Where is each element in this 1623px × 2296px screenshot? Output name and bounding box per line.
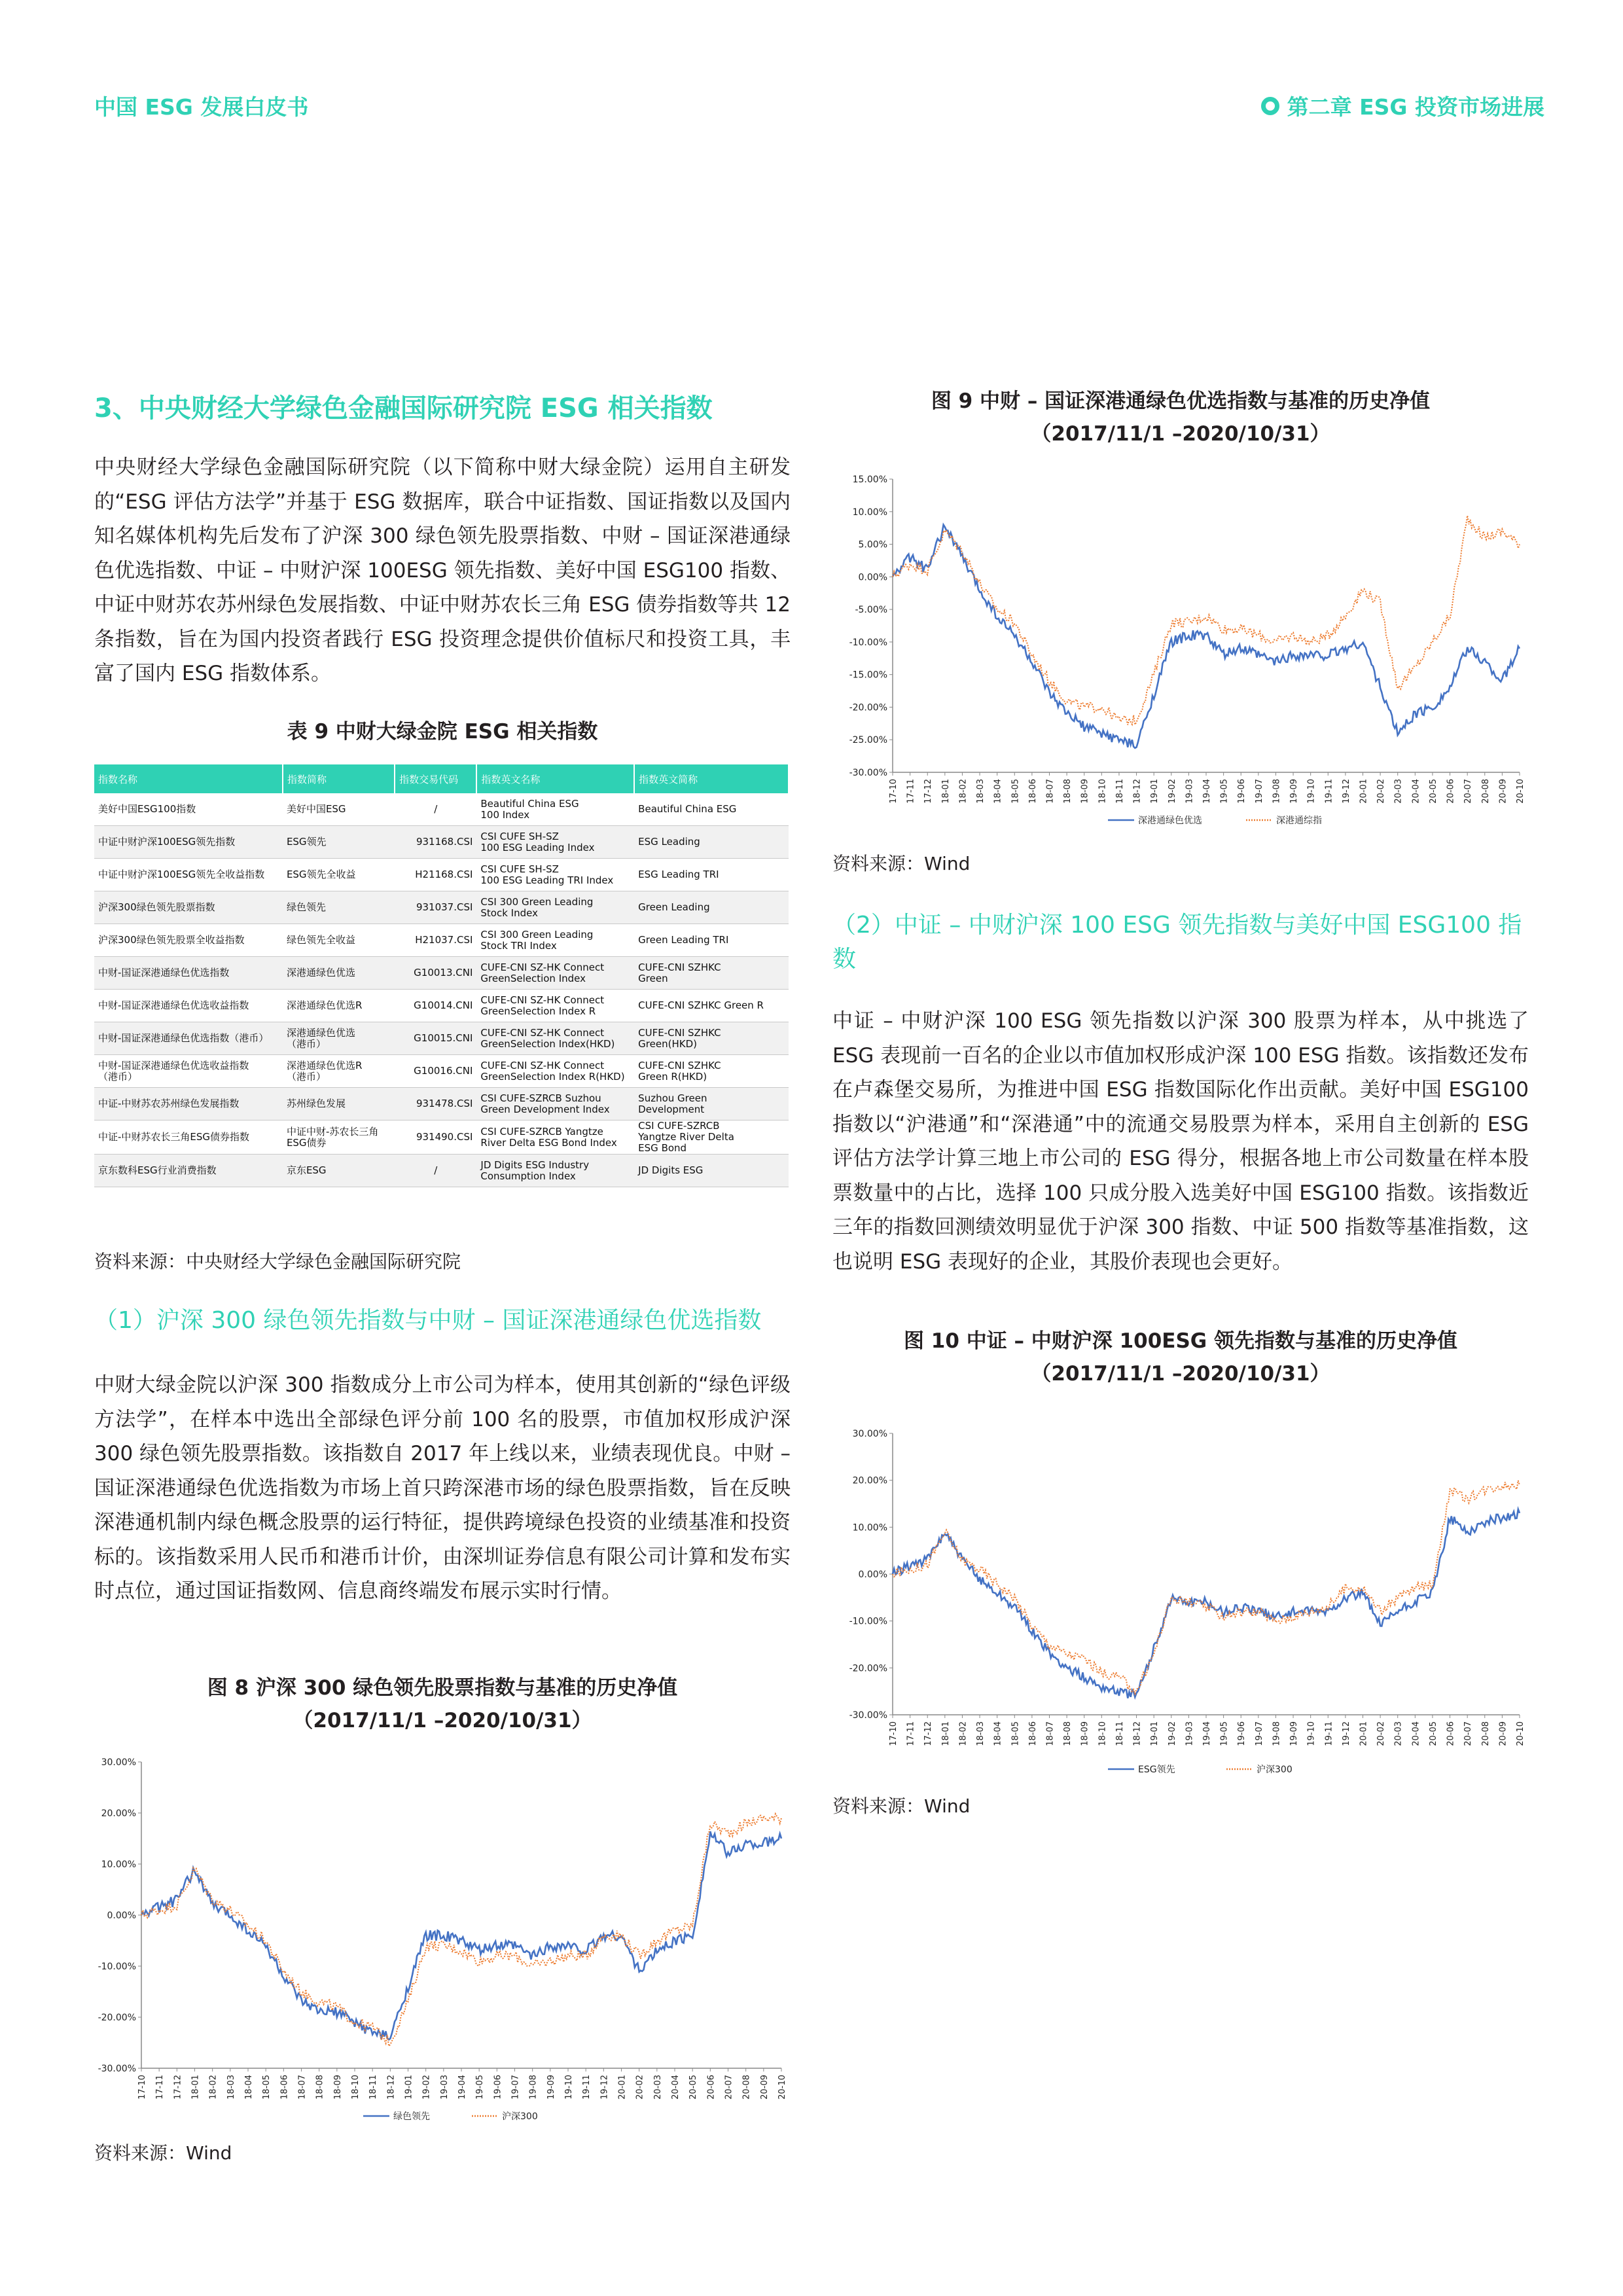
subsection1-title: （1）沪深 300 绿色领先指数与中财 – 国证深港通绿色优选指数 [94, 1307, 762, 1334]
legend-label: 沪深300 [1257, 1765, 1293, 1775]
table-row [94, 826, 789, 859]
y-tick-label: 30.00% [852, 1429, 887, 1439]
x-tick-label: 20-05 [1428, 1721, 1438, 1746]
table-cell: Green Leading [634, 891, 789, 924]
x-tick-label: 18-01 [940, 779, 951, 804]
y-tick-label: 0.00% [858, 572, 887, 583]
table-cell: G10015.CNI [395, 1022, 476, 1055]
table-cell: 931478.CSI [395, 1088, 476, 1121]
x-tick-label: 19-11 [582, 2075, 592, 2100]
series-line-1 [893, 525, 1520, 748]
x-tick-label: 18-12 [1132, 779, 1143, 804]
y-tick-label: -25.00% [849, 735, 887, 746]
x-tick-label: 19-10 [564, 2075, 574, 2100]
fig8-source: 资料来源：Wind [94, 2142, 232, 2164]
x-tick-label: 18-08 [315, 2075, 325, 2100]
x-tick-label: 18-07 [1045, 1721, 1056, 1746]
table-cell: ESG Leading TRI [634, 859, 789, 891]
x-tick-label: 20-05 [688, 2075, 699, 2100]
x-tick-label: 20-10 [777, 2075, 787, 2100]
table-cell: 中证中财-苏农长三角 ESG债券 [283, 1121, 395, 1155]
x-tick-label: 19-08 [1272, 779, 1282, 804]
x-tick-label: 17-12 [923, 779, 934, 804]
table-cell: CSI CUFE-SZRCB Suzhou Green Development Index [476, 1088, 634, 1121]
fig9-chart [832, 458, 1529, 831]
y-tick-label: -10.00% [849, 637, 887, 648]
x-tick-label: 20-09 [1498, 1721, 1508, 1746]
x-tick-label: 19-08 [528, 2075, 539, 2100]
y-tick-label: -30.00% [98, 2064, 136, 2074]
table-cell: 沪深300绿色领先股票指数 [94, 891, 283, 924]
table-cell: 中证中财沪深100ESG领先指数 [94, 826, 283, 859]
y-tick-label: -20.00% [98, 2013, 136, 2023]
section-title: 3、中央财经大学绿色金融国际研究院 ESG 相关指数 [94, 393, 713, 423]
fig10-caption-line1: 图 10 中证 – 中财沪深 100ESG 领先指数与基准的历史净值 [903, 1329, 1458, 1353]
table-cell: CUFE-CNI SZHKC Green R [634, 990, 789, 1022]
x-tick-label: 20-04 [1411, 1721, 1421, 1746]
y-tick-label: 10.00% [101, 1859, 136, 1870]
x-tick-label: 20-07 [1463, 1721, 1474, 1746]
x-tick-label: 18-08 [1063, 1721, 1073, 1746]
table-header-cell: 指数英文名称 [476, 764, 634, 793]
table-cell: 中财-国证深港通绿色优选指数（港币） [94, 1022, 283, 1055]
subsection2-title-line2: 数 [832, 946, 857, 973]
x-tick-label: 20-08 [1480, 1721, 1491, 1746]
legend-label: 绿色领先 [393, 2111, 430, 2122]
table-cell: 931168.CSI [395, 826, 476, 859]
x-tick-label: 17-11 [155, 2075, 166, 2100]
x-tick-label: 19-05 [475, 2075, 486, 2100]
intro-paragraph: 中央财经大学绿色金融国际研究院（以下简称中财大绿金院）运用自主研发的“ESG 评估方法学”并基于 ESG 数据库，联合中证指数、国证指数以及国内知名媒体机构先后发布了沪深 300 绿色领先股票指数、中财 – 国证深港通绿色优选指数、中证 – 中财沪深 100ESG 领先指数、美好中国 ESG100 指数、中证中财苏农苏州绿色发展指数、中证中财苏农长三角 ESG 债券指数等共 12 条指数，旨在为国内投资者践行 ESG 投资理念提供价值标尺和投资工具，丰富了国内 ESG 指数体系。 [94, 456, 791, 685]
x-tick-label: 19-03 [1185, 1721, 1195, 1746]
x-tick-label: 18-12 [1132, 1721, 1143, 1746]
y-tick-label: -30.00% [849, 1710, 887, 1721]
y-tick-label: -30.00% [849, 768, 887, 778]
x-tick-label: 18-06 [279, 2075, 290, 2100]
x-tick-label: 18-11 [368, 2075, 379, 2100]
x-tick-label: 19-07 [510, 2075, 521, 2100]
table-cell: 中证-中财苏农长三角ESG债券指数 [94, 1121, 283, 1155]
table-row [94, 793, 789, 826]
table-cell: 中财-国证深港通绿色优选指数 [94, 957, 283, 990]
x-tick-label: 19-07 [1254, 779, 1264, 804]
table-cell: 京东ESG [283, 1155, 395, 1187]
y-tick-label: -20.00% [849, 1663, 887, 1674]
table-cell: 931490.CSI [395, 1121, 476, 1155]
header-right [1261, 90, 1544, 121]
table-cell: 绿色领先 [283, 891, 395, 924]
x-tick-label: 17-12 [923, 1721, 934, 1746]
x-tick-label: 20-08 [1480, 779, 1491, 804]
y-tick-label: 10.00% [852, 507, 887, 518]
x-tick-label: 18-03 [976, 779, 986, 804]
table-row [94, 957, 789, 990]
x-tick-label: 18-02 [958, 1721, 969, 1746]
x-tick-label: 17-11 [906, 1721, 916, 1746]
x-tick-label: 19-03 [439, 2075, 450, 2100]
table-row [94, 924, 789, 957]
y-tick-label: 0.00% [107, 1910, 136, 1921]
fig10-caption-line2: （2017/11/1 –2020/10/31） [1031, 1362, 1330, 1386]
ring-icon [1261, 97, 1279, 115]
header-left: 中国 ESG 发展白皮书 [94, 94, 309, 120]
table-cell: 沪深300绿色领先股票全收益指数 [94, 924, 283, 957]
subsection1-paragraph: 中财大绿金院以沪深 300 指数成分上市公司为样本，使用其创新的“绿色评级方法学”，在样本中选出全部绿色评分前 100 名的股票，市值加权形成沪深 300 绿色领先股票指数。该指数自 2017 年上线以来，业绩表现优良。中财 – 国证深港通绿色优选指数为市场上首只跨深港市场的绿色股票指数，旨在反映深港通机制内绿色概念股票的运行特征，提供跨境绿色投资的业绩基准和投资标的。该指数采用人民币和港币计价，由深圳证券信息有限公司计算和发布实时点位，通过国证指数网、信息商终端发布展示实时行情。 [94, 1373, 791, 1603]
x-tick-label: 18-10 [1097, 1721, 1108, 1746]
x-tick-label: 20-09 [759, 2075, 770, 2100]
x-tick-label: 18-04 [244, 2075, 254, 2100]
x-tick-label: 19-12 [599, 2075, 610, 2100]
table-cell: ESG领先全收益 [283, 859, 395, 891]
x-tick-label: 20-08 [741, 2075, 752, 2100]
legend-label: 深港通绿色优选 [1138, 816, 1202, 826]
table-cell: / [395, 793, 476, 826]
y-tick-label: 0.00% [858, 1570, 887, 1580]
x-tick-label: 20-02 [635, 2075, 645, 2100]
x-tick-label: 19-11 [1324, 1721, 1334, 1746]
table-cell: 中财-国证深港通绿色优选收益指数 （港币） [94, 1055, 283, 1088]
x-tick-label: 19-04 [1202, 1721, 1212, 1746]
x-tick-label: 19-01 [404, 2075, 414, 2100]
x-tick-label: 20-06 [1446, 1721, 1456, 1746]
table-cell: 深港通绿色优选R [283, 990, 395, 1022]
table-cell: G10013.CNI [395, 957, 476, 990]
table-body [94, 793, 789, 1187]
x-tick-label: 18-02 [958, 779, 969, 804]
x-tick-label: 19-01 [1150, 1721, 1160, 1746]
y-tick-label: 10.00% [852, 1522, 887, 1534]
x-tick-label: 19-10 [1306, 1721, 1317, 1746]
fig8-chart [94, 1741, 791, 2127]
header-right-text: 第二章 ESG 投资市场进展 [1287, 94, 1544, 120]
x-tick-label: 18-04 [993, 1721, 1003, 1746]
y-tick-label: 20.00% [101, 1808, 136, 1819]
table-cell: CSI 300 Green Leading Stock Index [476, 891, 634, 924]
x-tick-label: 20-06 [1446, 779, 1456, 804]
y-tick-label: -5.00% [855, 605, 887, 616]
fig8-caption-line2: （2017/11/1 –2020/10/31） [293, 1709, 592, 1732]
table-cell: 京东数科ESG行业消费指数 [94, 1155, 283, 1187]
x-tick-label: 18-11 [1115, 1721, 1125, 1746]
y-tick-label: 15.00% [852, 475, 887, 485]
x-tick-label: 19-05 [1219, 1721, 1230, 1746]
table-row [94, 859, 789, 891]
x-tick-label: 20-10 [1516, 1721, 1525, 1746]
table-cell: CSI 300 Green Leading Stock TRI Index [476, 924, 634, 957]
x-tick-label: 19-09 [1289, 1721, 1300, 1746]
table-cell: CSI CUFE-SZRCB Yangtze River Delta ESG Bond Index [476, 1121, 634, 1155]
x-tick-label: 17-10 [137, 2075, 147, 2100]
x-tick-label: 18-03 [976, 1721, 986, 1746]
y-tick-label: 20.00% [852, 1475, 887, 1486]
x-tick-label: 17-11 [906, 779, 916, 804]
y-tick-label: 30.00% [101, 1757, 136, 1768]
x-tick-label: 19-09 [1289, 779, 1300, 804]
y-tick-label: -20.00% [849, 702, 887, 713]
x-tick-label: 18-05 [1010, 779, 1021, 804]
subsection2-title-line1: （2）中证 – 中财沪深 100 ESG 领先指数与美好中国 ESG100 指 [832, 912, 1522, 939]
table-cell: / [395, 1155, 476, 1187]
x-tick-label: 18-03 [226, 2075, 236, 2100]
x-tick-label: 19-05 [1219, 779, 1230, 804]
index-table [94, 764, 789, 1187]
x-tick-label: 19-12 [1341, 1721, 1351, 1746]
x-tick-label: 18-09 [1080, 1721, 1090, 1746]
x-tick-label: 19-10 [1306, 779, 1317, 804]
x-tick-label: 20-09 [1498, 779, 1508, 804]
x-tick-label: 20-01 [1359, 1721, 1369, 1746]
table-row [94, 1088, 789, 1121]
x-tick-label: 19-06 [1237, 779, 1247, 804]
y-tick-label: 5.00% [858, 539, 887, 550]
x-tick-label: 19-02 [421, 2075, 432, 2100]
fig8-caption-line1: 图 8 沪深 300 绿色领先股票指数与基准的历史净值 [207, 1676, 678, 1700]
legend-label: ESG领先 [1138, 1765, 1175, 1775]
x-tick-label: 18-06 [1027, 779, 1038, 804]
x-tick-label: 19-11 [1324, 779, 1334, 804]
table-cell: CUFE-CNI SZHKC Green R(HKD) [634, 1055, 789, 1088]
table-cell: Beautiful China ESG [634, 793, 789, 826]
table-cell: ESG领先 [283, 826, 395, 859]
x-tick-label: 20-06 [706, 2075, 717, 2100]
x-tick-label: 18-06 [1027, 1721, 1038, 1746]
x-tick-label: 19-08 [1272, 1721, 1282, 1746]
x-tick-label: 20-07 [1463, 779, 1474, 804]
series-line-2 [893, 516, 1520, 725]
table-cell: G10014.CNI [395, 990, 476, 1022]
table-cell: CUFE-CNI SZ-HK Connect GreenSelection Index [476, 957, 634, 990]
table-cell: H21168.CSI [395, 859, 476, 891]
x-tick-label: 17-12 [173, 2075, 183, 2100]
table-header-cell: 指数交易代码 [395, 764, 476, 793]
series-line-1 [141, 1831, 781, 2039]
table-header-row [94, 764, 789, 793]
table-row [94, 1155, 789, 1187]
x-tick-label: 19-06 [1237, 1721, 1247, 1746]
x-tick-label: 18-07 [297, 2075, 308, 2100]
y-tick-label: -10.00% [98, 1962, 136, 1972]
fig9-caption-line2: （2017/11/1 –2020/10/31） [1031, 422, 1330, 446]
x-tick-label: 19-04 [1202, 779, 1212, 804]
x-tick-label: 20-03 [1393, 1721, 1404, 1746]
table-cell: 深港通绿色优选 （港币） [283, 1022, 395, 1055]
table-cell: CSI CUFE-SZRCB Yangtze River Delta ESG Bond [634, 1121, 789, 1155]
x-tick-label: 20-03 [652, 2075, 663, 2100]
x-tick-label: 18-09 [1080, 779, 1090, 804]
table-cell: CUFE-CNI SZHKC Green [634, 957, 789, 990]
x-tick-label: 18-10 [351, 2075, 361, 2100]
table-cell: H21037.CSI [395, 924, 476, 957]
x-tick-label: 18-02 [208, 2075, 219, 2100]
table-cell: 美好中国ESG100指数 [94, 793, 283, 826]
table-row [94, 1022, 789, 1055]
table-source: 资料来源：中央财经大学绿色金融国际研究院 [94, 1251, 461, 1272]
table-cell: CUFE-CNI SZ-HK Connect GreenSelection Index R(HKD) [476, 1055, 634, 1088]
fig10-chart [832, 1407, 1529, 1780]
table-row [94, 990, 789, 1022]
x-tick-label: 18-10 [1097, 779, 1108, 804]
x-tick-label: 18-04 [993, 779, 1003, 804]
x-tick-label: 20-02 [1376, 779, 1387, 804]
table-cell: CUFE-CNI SZHKC Green(HKD) [634, 1022, 789, 1055]
table-caption: 表 9 中财大绿金院 ESG 相关指数 [287, 720, 598, 744]
x-tick-label: 18-05 [262, 2075, 272, 2100]
table-row [94, 1055, 789, 1088]
table-cell: Suzhou Green Development [634, 1088, 789, 1121]
fig10-source: 资料来源：Wind [832, 1795, 971, 1817]
table-cell: CSI CUFE SH-SZ 100 ESG Leading TRI Index [476, 859, 634, 891]
x-tick-label: 19-01 [1150, 779, 1160, 804]
x-tick-label: 17-10 [889, 1721, 899, 1746]
y-tick-label: -15.00% [849, 670, 887, 681]
x-tick-label: 19-12 [1341, 779, 1351, 804]
x-tick-label: 20-01 [617, 2075, 628, 2100]
legend-label: 沪深300 [502, 2111, 538, 2122]
x-tick-label: 18-09 [332, 2075, 343, 2100]
x-tick-label: 18-08 [1063, 779, 1073, 804]
table-cell: 中证-中财苏农苏州绿色发展指数 [94, 1088, 283, 1121]
x-tick-label: 18-01 [190, 2075, 201, 2100]
x-tick-label: 20-02 [1376, 1721, 1387, 1746]
table-cell: 中证中财沪深100ESG领先全收益指数 [94, 859, 283, 891]
table-cell: 苏州绿色发展 [283, 1088, 395, 1121]
x-tick-label: 19-02 [1167, 1721, 1177, 1746]
x-tick-label: 20-10 [1516, 779, 1525, 804]
table-header-cell: 指数简称 [283, 764, 395, 793]
x-tick-label: 19-07 [1254, 1721, 1264, 1746]
x-tick-label: 18-05 [1010, 1721, 1021, 1746]
x-tick-label: 19-04 [457, 2075, 467, 2100]
table-row [94, 891, 789, 924]
x-tick-label: 20-05 [1428, 779, 1438, 804]
x-tick-label: 20-04 [1411, 779, 1421, 804]
x-tick-label: 19-06 [493, 2075, 503, 2100]
table-cell: CUFE-CNI SZ-HK Connect GreenSelection Index(HKD) [476, 1022, 634, 1055]
table-cell: Green Leading TRI [634, 924, 789, 957]
series-line-1 [893, 1509, 1520, 1698]
y-tick-label: -10.00% [849, 1616, 887, 1627]
x-tick-label: 18-12 [386, 2075, 397, 2100]
table-header-cell: 指数英文简称 [634, 764, 789, 793]
x-tick-label: 19-02 [1167, 779, 1177, 804]
table-cell: JD Digits ESG [634, 1155, 789, 1187]
x-tick-label: 20-03 [1393, 779, 1404, 804]
table-header-cell: 指数名称 [94, 764, 283, 793]
series-line-2 [141, 1814, 781, 2046]
table-cell: ESG Leading [634, 826, 789, 859]
table-cell: 美好中国ESG [283, 793, 395, 826]
fig9-source: 资料来源：Wind [832, 853, 971, 874]
table-cell: 深港通绿色优选 [283, 957, 395, 990]
x-tick-label: 20-04 [671, 2075, 681, 2100]
x-tick-label: 19-09 [546, 2075, 556, 2100]
table-cell: 931037.CSI [395, 891, 476, 924]
table-cell: 绿色领先全收益 [283, 924, 395, 957]
fig9-caption-line1: 图 9 中财 – 国证深港通绿色优选指数与基准的历史净值 [931, 389, 1431, 413]
table-cell: JD Digits ESG Industry Consumption Index [476, 1155, 634, 1187]
table-cell: Beautiful China ESG 100 Index [476, 793, 634, 826]
legend-label: 深港通综指 [1276, 816, 1322, 826]
table-cell: G10016.CNI [395, 1055, 476, 1088]
table-row [94, 1121, 789, 1155]
x-tick-label: 17-10 [889, 779, 899, 804]
table-cell: CUFE-CNI SZ-HK Connect GreenSelection Index R [476, 990, 634, 1022]
x-tick-label: 18-11 [1115, 779, 1125, 804]
x-tick-label: 20-07 [724, 2075, 734, 2100]
x-tick-label: 20-01 [1359, 779, 1369, 804]
table-cell: 中财-国证深港通绿色优选收益指数 [94, 990, 283, 1022]
x-tick-label: 18-07 [1045, 779, 1056, 804]
table-cell: CSI CUFE SH-SZ 100 ESG Leading Index [476, 826, 634, 859]
table-cell: 深港通绿色优选R （港币） [283, 1055, 395, 1088]
x-tick-label: 19-03 [1185, 779, 1195, 804]
subsection2-paragraph: 中证 – 中财沪深 100 ESG 领先指数以沪深 300 股票为样本，从中挑选了 ESG 表现前一百名的企业以市值加权形成沪深 100 ESG 指数。该指数还发布在卢森堡交易所，为推进中国 ESG 指数国际化作出贡献。美好中国 ESG100 指数以“沪港通”和“深港通”中的流通交易股票为样本，采用自主创新的 ESG 评估方法学计算三地上市公司的 ESG 得分，根据各地上市公司数量在样本股票数量中的占比，选择 100 只成分股入选美好中国 ESG100 指数。该指数近三年的指数回测绩效明显优于沪深 300 指数、中证 500 指数等基准指数，这也说明 ESG 表现好的企业，其股价表现也会更好。 [832, 1009, 1529, 1274]
x-tick-label: 18-01 [940, 1721, 951, 1746]
